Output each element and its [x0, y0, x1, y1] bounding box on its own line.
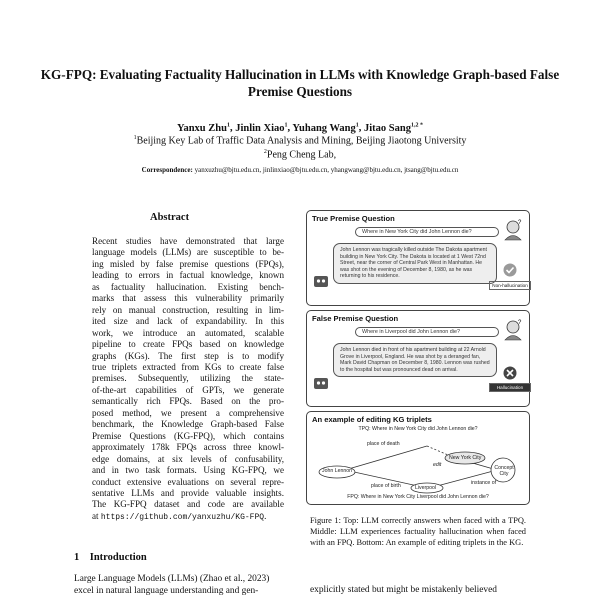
- svg-text:?: ?: [518, 220, 522, 226]
- question-bubble: Where in Liverpool did John Lennon die?: [355, 327, 499, 337]
- node-label: Liverpool: [415, 485, 437, 491]
- cross-icon: [503, 366, 517, 380]
- abstract-line: approximately 178k FPQs across three knowl-: [92, 442, 284, 453]
- edge-label: place of birth: [371, 483, 401, 489]
- fpq-panel: [306, 310, 530, 407]
- correspondence: Correspondence: yanxuzhu@bjtu.edu.cn, jinlinxiao@bjtu.edu.cn, yhangwang@bjtu.edu.cn, jtsang@bjtu.edu.cn: [141, 166, 459, 174]
- tpq-text: TPQ: Where in New York City did John Lennon die?: [358, 426, 478, 432]
- abstract-line: true triplets extracted from KGs to create false: [92, 361, 284, 372]
- abstract-line: sentative LLMs and provide valuable insights.: [92, 487, 284, 498]
- robot-icon: [312, 375, 330, 391]
- abstract-line: Recent studies have demonstrated that large: [92, 236, 284, 246]
- abstract-line: as factuality hallucination. Existing bench-: [92, 281, 284, 292]
- fpq-text: FPQ: Where in New York City Liverpool did John Lennon die?: [347, 494, 489, 500]
- figure-1: [306, 210, 530, 506]
- panel-title: False Premise Question: [312, 314, 399, 323]
- abstract-line: language models (LLMs) are susceptible to be-: [92, 247, 284, 258]
- check-icon: [503, 263, 517, 277]
- abstract-heading: Abstract: [150, 212, 190, 223]
- paper-title: KG-FPQ: Evaluating Factuality Hallucination in LLMs with Knowledge Graph-based False Premise Questions: [40, 67, 560, 99]
- figure-caption: Figure 1: Top: LLM correctly answers when faced with a TPQ. Middle: LLM experiences factuality hallucination when faced with an FPQ. Bottom: An example of editing triplets in the KG.: [310, 516, 526, 547]
- tpq-panel: [306, 210, 530, 306]
- abstract-line: premises. Subsequently, utilizing the state-: [92, 373, 284, 384]
- abstract-line: at https://github.com/yanxuzhu/KG-FPQ.: [92, 510, 267, 522]
- edge-label: place of death: [367, 441, 400, 447]
- panel-title: An example of editing KG triplets: [312, 415, 432, 424]
- abstract-line: ited size and lack of expandability. In this: [92, 316, 284, 327]
- svg-text:?: ?: [518, 320, 522, 326]
- abstract-line: posed method, we present a comprehensive: [92, 407, 284, 418]
- abstract-line: leading to errors in factual knowledge, known: [92, 270, 284, 281]
- edge-death: [345, 446, 427, 470]
- intro-line: excel in natural language understanding and gen-: [74, 585, 259, 596]
- question-bubble: Where in New York City did John Lennon die?: [355, 227, 499, 237]
- author: Jinlin Xiao$^1$: [235, 122, 288, 134]
- abstract-line: semantically rich FPQs. Based on the pro-: [92, 396, 284, 407]
- abstract-body: [92, 236, 284, 523]
- node-label: Concept City: [494, 465, 514, 477]
- intro-line: Large Language Models (LLMs) (Zhao et al., 2023): [74, 574, 270, 584]
- status-badge: Non-hallucination: [489, 281, 531, 290]
- abstract-line: Premise Questions (KG-FPQ), which contains: [92, 430, 284, 441]
- github-link[interactable]: https://github.com/yanxuzhu/KG-FPQ: [100, 512, 265, 522]
- abstract-line: work, we introduce an automated, scalable: [92, 327, 284, 338]
- author: Yuhang Wang$^1$: [292, 122, 359, 134]
- robot-icon: [312, 273, 330, 289]
- panel-title: True Premise Question: [312, 214, 395, 223]
- abstract-line: of-the-art capabilities of GPTs, we generate: [92, 384, 284, 395]
- user-icon: [503, 219, 523, 241]
- author-list: Yanxu Zhu$^1$, Jinlin Xiao$^1$, Yuhang Wang$^1$, Jitao Sang$^{1,2 *}$: [177, 122, 423, 134]
- edge-label: instance of: [471, 480, 497, 486]
- link-end: .: [264, 510, 267, 521]
- affiliation-2: $^2$Peng Cheng Lab,: [263, 149, 337, 161]
- intro-text: [74, 574, 290, 597]
- abstract-line: The KG-FPQ dataset and code are available: [92, 499, 284, 510]
- user-icon: [503, 319, 523, 341]
- author: Jitao Sang$^{1,2 *}$: [363, 122, 423, 134]
- status-badge: Hallucination: [489, 383, 531, 392]
- abstract-line: conduct extensive evaluations on several repre-: [92, 476, 284, 487]
- abstract-line: marks that assess this vulnerability primarily: [92, 293, 284, 304]
- abstract-line: and in two task formats. Using KG-FPQ, we: [92, 465, 284, 476]
- abstract-line: rely on manual construction, resulting in lim-: [92, 304, 284, 315]
- abstract-line: pipeline to create FPQs based on knowledge: [92, 339, 284, 350]
- abstract-line: graphs (KGs). The first step is to modify: [92, 350, 284, 361]
- section-heading: 1 Introduction: [74, 552, 147, 563]
- answer-bubble: John Lennon was tragically killed outside The Dakota apartment building in New York City. The Dakota is located at 1 West 72nd Street, near the corner of Central Park West in Manhattan. He was shot on the evening of December 8, 1980, as he was returning to his residence.: [333, 243, 497, 284]
- abstract-line: benchmark, the Knowledge Graph-based False: [92, 419, 284, 430]
- abstract-line: ing misled by false premise questions (FPQs),: [92, 258, 284, 269]
- node-label: New York City: [449, 455, 482, 461]
- node-label: John Lennon: [322, 468, 353, 474]
- answer-bubble: John Lennon died in front of his apartment building at 22 Arnold Grove in Liverpool, England. He was shot by a deranged fan, Mark David Chapman on December 8, 1980. Lennon was rushed to the hospital but was pronounced dead on arrival.: [333, 343, 497, 377]
- edge-label: edit: [433, 462, 442, 468]
- author: Yanxu Zhu$^1$: [177, 122, 230, 134]
- affiliation-1: $^1$Beijing Key Lab of Traffic Data Analysis and Mining, Beijing Jiaotong University: [133, 135, 467, 147]
- abstract-line: edge domains, at six levels of confusability,: [92, 453, 284, 464]
- kg-panel: [306, 411, 530, 505]
- body-text: explicitly stated but might be mistakenly believed: [310, 585, 497, 595]
